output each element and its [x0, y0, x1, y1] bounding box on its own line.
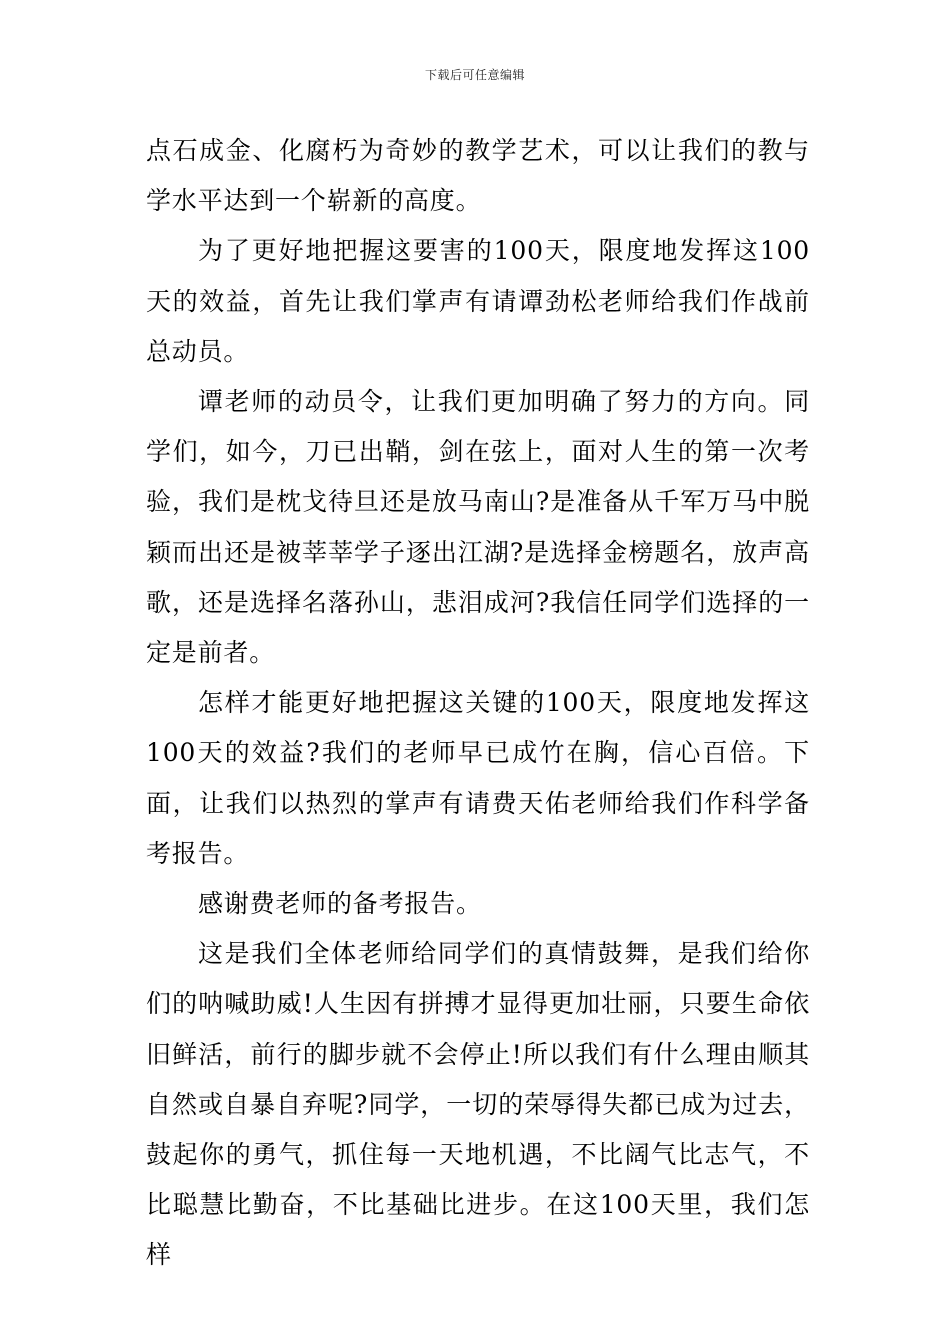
paragraph-1: 点石成金、化腐朽为奇妙的教学艺术，可以让我们的教与学水平达到一个崭新的高度。 [146, 136, 810, 216]
page-header: 下载后可任意编辑 [424, 68, 525, 82]
paragraph-2: 为了更好地把握这要害的100天，限度地发挥这100天的效益，首先让我们掌声有请谭劲松老师给我们作战前总动员。 [146, 236, 810, 366]
paragraph-3: 谭老师的动员令，让我们更加明确了努力的方向。同学们，如今，刀已出鞘，剑在弦上，面对人生的第一次考验，我们是枕戈待旦还是放马南山?是准备从千军万马中脱颖而出还是被莘莘学子逐出江湖?是选择金榜题名，放声高歌，还是选择名落孙山，悲泪成河?我信任同学们选择的一定是前者。 [146, 387, 810, 668]
paragraph-5: 感谢费老师的备考报告。 [198, 889, 482, 919]
paragraph-6: 这是我们全体老师给同学们的真情鼓舞，是我们给你们的呐喊助威!人生因有拼搏才显得更加壮丽，只要生命依旧鲜活，前行的脚步就不会停止!所以我们有什么理由顺其自然或自暴自弃呢?同学，一切的荣辱得失都已成为过去，鼓起你的勇气，抓住每一天地机遇，不比阔气比志气，不比聪慧比勤奋，不比基础比进步。在这100天里，我们怎样 [146, 939, 810, 1270]
paragraph-4: 怎样才能更好地把握这关键的100天，限度地发挥这100天的效益?我们的老师早已成竹在胸，信心百倍。下面，让我们以热烈的掌声有请费天佑老师给我们作科学备考报告。 [146, 688, 810, 868]
document-body [146, 126, 810, 1281]
